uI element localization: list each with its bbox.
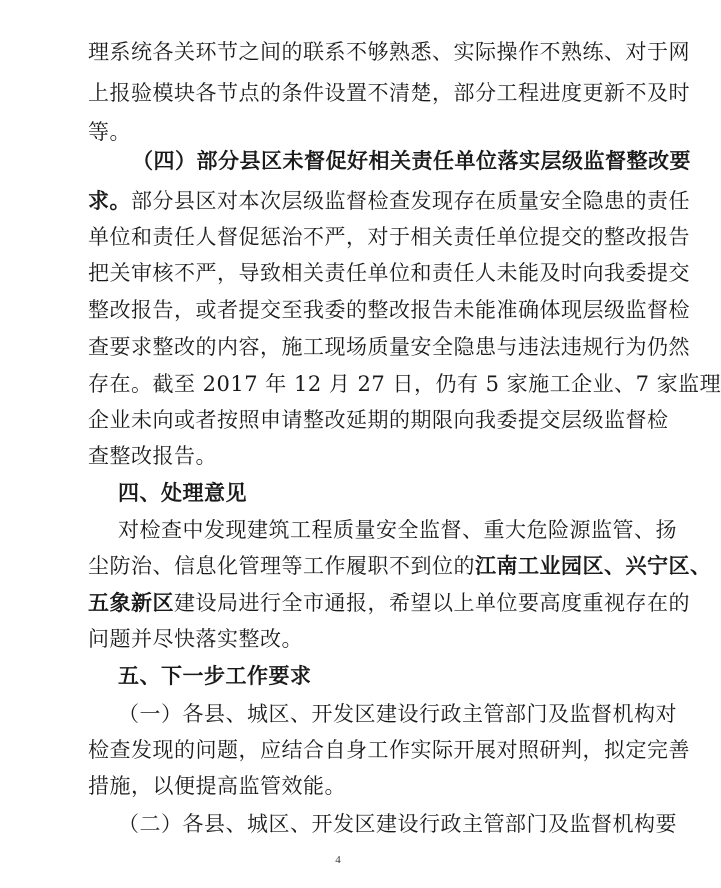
paragraph-line: 企业未向或者按照申请整改延期的期限向我委提交层级监督检 xyxy=(88,408,669,432)
paragraph-line: 查整改报告。 xyxy=(88,444,217,468)
paragraph-line: 上报验模块各节点的条件设置不清楚，部分工程进度更新不及时 xyxy=(88,81,690,105)
paragraph-line-mixed xyxy=(88,187,690,215)
heading-continuation: 求。 xyxy=(88,188,131,213)
paragraph-line: 检查发现的问题，应结合自身工作实际开展对照研判，拟定完善 xyxy=(88,738,690,762)
paragraph-line: （一）各县、城区、开发区建设行政主管部门及监督机构对 xyxy=(118,702,677,726)
paragraph-line: 措施，以便提高监管效能。 xyxy=(88,774,346,798)
page-number: 4 xyxy=(335,854,341,866)
paragraph-line: 等。 xyxy=(88,120,131,144)
paragraph-text: 建设局进行全市通报，希望以上单位要高度重视存在的 xyxy=(174,591,690,615)
paragraph-text: 尘防治、信息化管理等工作履职不到位的 xyxy=(88,554,475,578)
paragraph-line-mixed xyxy=(88,552,712,580)
paragraph-line: 把关审核不严，导致相关责任单位和责任人未能及时向我委提交 xyxy=(88,261,690,285)
paragraph-line: 整改报告，或者提交至我委的整改报告未能准确体现层级监督检 xyxy=(88,298,690,322)
section-heading-processing: 四、处理意见 xyxy=(118,481,247,505)
highlighted-units: 江南工业园区、兴宁区、 xyxy=(475,553,712,578)
highlighted-unit: 五象新区 xyxy=(88,590,174,615)
paragraph-line: 查要求整改的内容，施工现场质量安全隐患与违法违规行为仍然 xyxy=(88,335,690,359)
section-heading-next-steps: 五、下一步工作要求 xyxy=(118,664,312,688)
paragraph-line: 对检查中发现建筑工程质量安全监督、重大危险源监管、扬 xyxy=(118,518,677,542)
section-heading-4: （四）部分县区未督促好相关责任单位落实层级监督整改要 xyxy=(132,148,691,173)
paragraph-text: 部分县区对本次层级监督检查发现存在质量安全隐患的责任 xyxy=(131,189,690,213)
paragraph-line: 单位和责任人督促惩治不严，对于相关责任单位提交的整改报告 xyxy=(88,225,690,249)
paragraph-line: 问题并尽快落实整改。 xyxy=(88,627,303,651)
paragraph-line: （二）各县、城区、开发区建设行政主管部门及监督机构要 xyxy=(118,812,677,836)
paragraph-line: 理系统各关环节之间的联系不够熟悉、实际操作不熟练、对于网 xyxy=(88,40,690,64)
paragraph-line-mixed xyxy=(88,589,690,617)
paragraph-line: 存在。截至 2017 年 12 月 27 日，仍有 5 家施工企业、7 家监理 xyxy=(88,372,721,396)
